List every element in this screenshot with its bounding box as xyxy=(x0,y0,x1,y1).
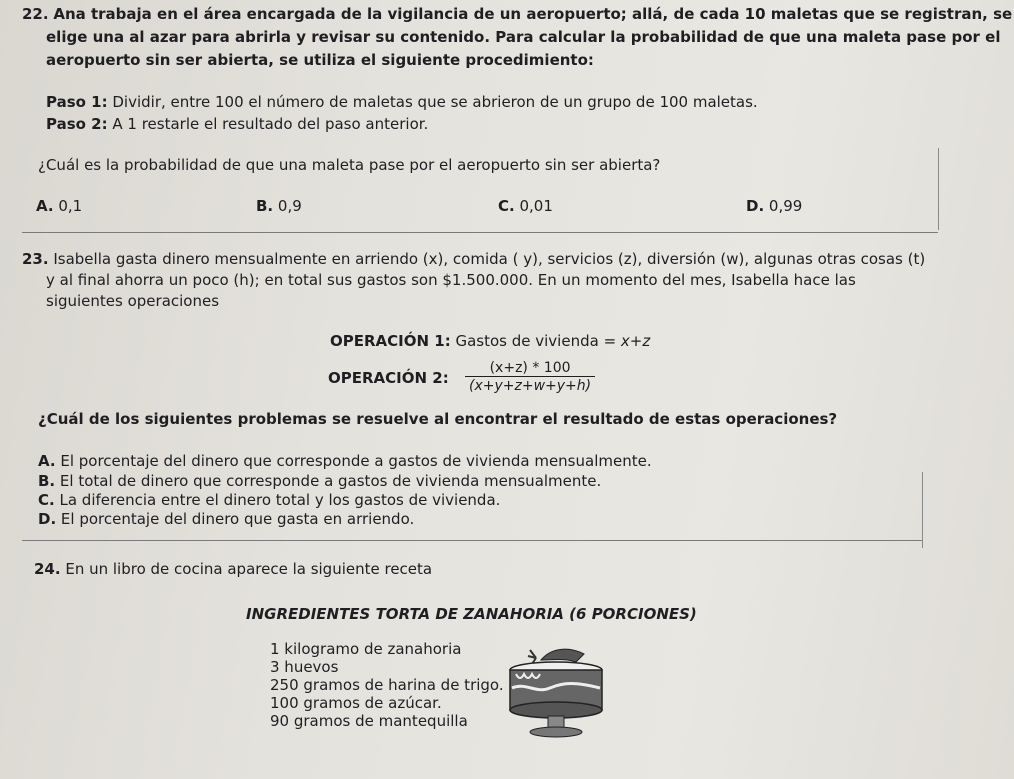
q23-question: ¿Cuál de los siguientes problemas se resuelve al encontrar el resultado de estas operaciones? xyxy=(38,410,838,428)
q23-line-1 xyxy=(22,250,925,268)
q22-divider xyxy=(22,232,938,233)
q22-option-b[interactable] xyxy=(256,197,302,215)
q23-option-c[interactable] xyxy=(38,491,500,509)
q22-question: ¿Cuál es la probabilidad de que una maleta pase por el aeropuerto sin ser abierta? xyxy=(38,156,661,174)
q24-number: 24. xyxy=(34,560,61,578)
q22-line-1 xyxy=(22,5,1012,23)
q23-option-c-text: La diferencia entre el dinero total y los gastos de vivienda. xyxy=(54,491,501,509)
q23-op1-text: Gastos de vivienda = xyxy=(450,332,621,350)
q22-option-d[interactable] xyxy=(746,197,802,215)
q23-option-b-letter: B. xyxy=(38,472,56,490)
q23-op2-denominator: (x+y+z+w+y+h) xyxy=(465,376,595,394)
q22-option-c[interactable] xyxy=(498,197,553,215)
q23-text-3: siguientes operaciones xyxy=(46,292,220,310)
q23-box-right-border xyxy=(922,472,923,548)
q23-option-d[interactable] xyxy=(38,510,414,528)
q22-option-b-letter: B. xyxy=(256,197,274,215)
q22-text-1: Ana trabaja en el área encargada de la vigilancia de un aeropuerto; allá, de cada 10 maletas que se registran, se xyxy=(53,5,1013,23)
q23-divider xyxy=(22,540,922,541)
q22-step1-text: Dividir, entre 100 el número de maletas que se abrieron de un grupo de 100 maletas. xyxy=(107,93,758,111)
q22-option-c-letter: C. xyxy=(498,197,515,215)
ingredient-4: 100 gramos de azúcar. xyxy=(270,694,442,712)
q22-option-d-text: 0,99 xyxy=(764,197,803,215)
q24-line-1 xyxy=(34,560,432,578)
q22-step2-label: Paso 2: xyxy=(46,115,108,133)
q23-option-b-text: El total de dinero que corresponde a gastos de vivienda mensualmente. xyxy=(55,472,602,490)
q22-step1-label: Paso 1: xyxy=(46,93,108,111)
q22-text-2: elige una al azar para abrirla y revisar su contenido. Para calcular la probabilidad de que una maleta pase por el xyxy=(46,28,1001,46)
q23-op2-label: OPERACIÓN 2: xyxy=(328,369,449,387)
q23-option-d-text: El porcentaje del dinero que gasta en arriendo. xyxy=(56,510,415,528)
q22-option-b-text: 0,9 xyxy=(273,197,302,215)
q22-box-right-border xyxy=(938,148,939,230)
q23-text-1: Isabella gasta dinero mensualmente en arriendo (x), comida ( y), servicios (z), diversión (w), algunas otras cosas (t) xyxy=(53,250,926,268)
q23-option-b[interactable] xyxy=(38,472,601,490)
recipe-title: INGREDIENTES TORTA DE ZANAHORIA (6 PORCIONES) xyxy=(246,605,697,623)
q22-option-a[interactable] xyxy=(36,197,82,215)
q23-option-a-letter: A. xyxy=(38,452,56,470)
q23-number: 23. xyxy=(22,250,49,268)
q22-step1 xyxy=(46,93,758,111)
q23-op1-label: OPERACIÓN 1: xyxy=(330,332,451,350)
ingredient-1: 1 kilogramo de zanahoria xyxy=(270,640,462,658)
q23-op2-numerator: (x+z) * 100 xyxy=(489,360,571,376)
q22-option-c-text: 0,01 xyxy=(514,197,553,215)
q23-option-c-letter: C. xyxy=(38,491,55,509)
q23-op1-expr: x+z xyxy=(620,332,651,350)
q22-option-a-text: 0,1 xyxy=(53,197,83,215)
q22-step2 xyxy=(46,115,428,133)
carrot-leaves-icon xyxy=(528,650,536,664)
carrot-icon xyxy=(541,649,584,662)
q23-text-2: y al final ahorra un poco (h); en total sus gastos son $1.500.000. En un momento del mes, Isabella hace las xyxy=(46,271,856,289)
ingredient-2: 3 huevos xyxy=(270,658,339,676)
q23-operation-1 xyxy=(330,332,650,350)
q22-option-d-letter: D. xyxy=(746,197,765,215)
q23-option-a-text: El porcentaje del dinero que corresponde a gastos de vivienda mensualmente. xyxy=(55,452,652,470)
carrot-cake-illustration xyxy=(506,640,606,740)
q22-text-3: aeropuerto sin ser abierta, se utiliza el siguiente procedimiento: xyxy=(46,51,594,69)
ingredient-3: 250 gramos de harina de trigo. xyxy=(270,676,504,694)
q22-number: 22. xyxy=(22,5,49,23)
ingredient-5: 90 gramos de mantequilla xyxy=(270,712,468,730)
q23-option-a[interactable] xyxy=(38,452,652,470)
q24-intro: En un libro de cocina aparece la siguiente receta xyxy=(65,560,433,578)
q22-step2-text: A 1 restarle el resultado del paso anterior. xyxy=(107,115,429,133)
cake-stand-base xyxy=(530,727,582,737)
q23-op2-fraction xyxy=(465,360,595,394)
q22-option-a-letter: A. xyxy=(36,197,54,215)
q23-option-d-letter: D. xyxy=(38,510,57,528)
